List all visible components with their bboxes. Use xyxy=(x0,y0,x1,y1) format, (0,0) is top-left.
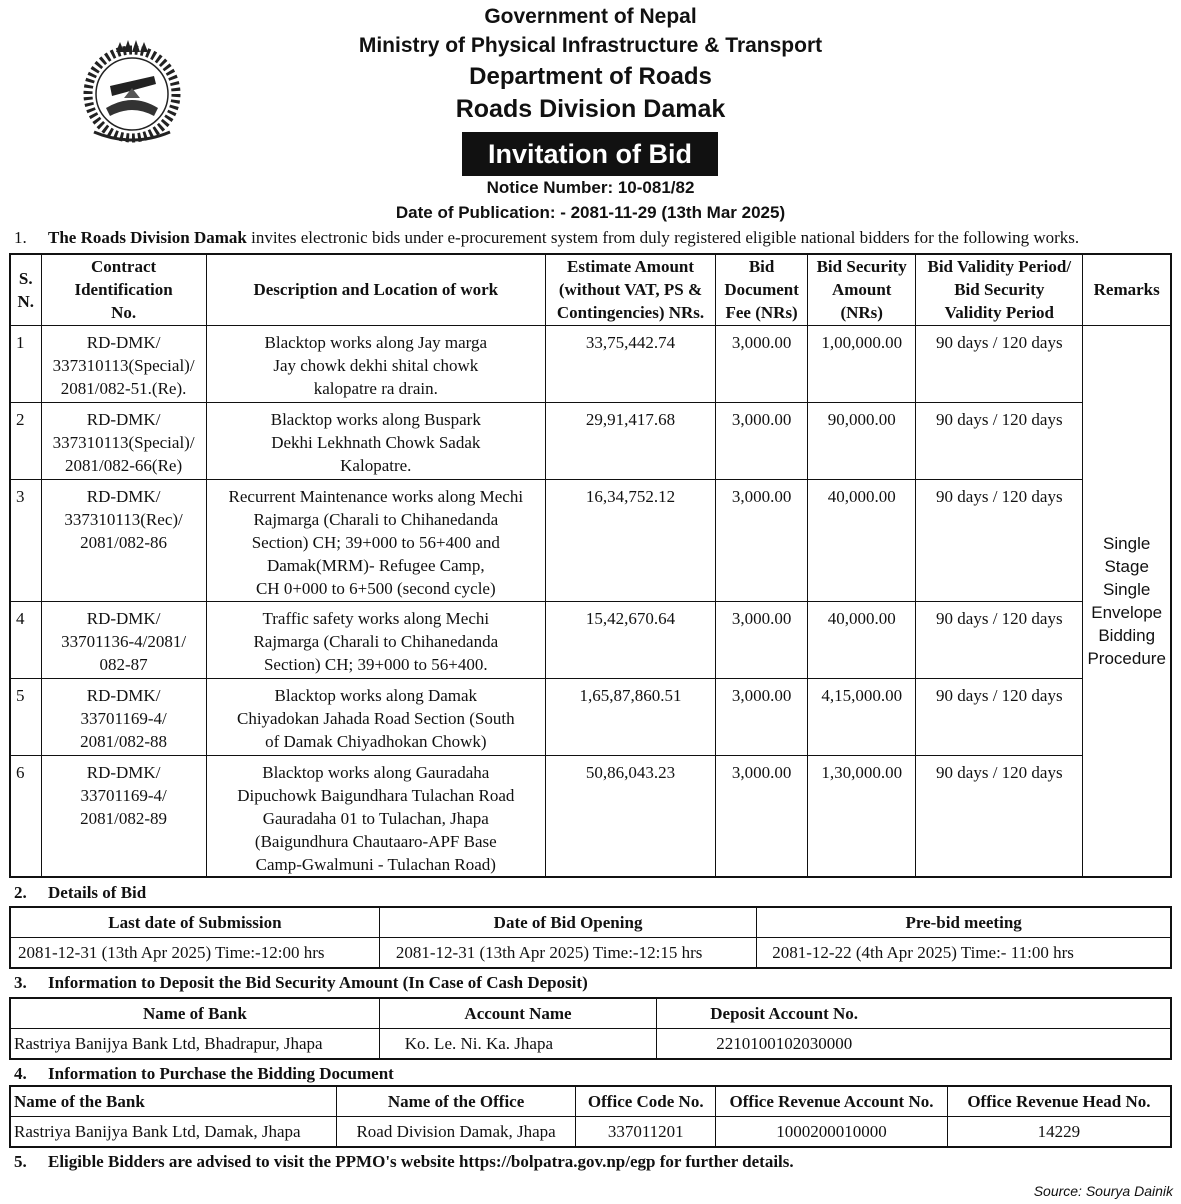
intro-number: 1. xyxy=(14,228,27,247)
row-estimate: 1,65,87,860.51 xyxy=(545,678,715,755)
row-description: Traffic safety works along Mechi Rajmarga (Charali to Chihanedanda Section) CH; 39+000 to 56+400. xyxy=(206,601,545,678)
row-sn: 4 xyxy=(10,601,41,678)
table-row xyxy=(10,678,1171,755)
header-contract: Contract Identification No. xyxy=(41,254,206,325)
header-bank: Name of the Bank xyxy=(10,1086,336,1117)
last-date-value: 2081-12-31 (13th Apr 2025) Time:-12:00 hrs xyxy=(10,938,379,969)
purchase-bank-value: Rastriya Banijya Bank Ltd, Damak, Jhapa xyxy=(10,1117,336,1148)
header-fee: Bid Document Fee (NRs) xyxy=(716,254,808,325)
row-validity: 90 days / 120 days xyxy=(916,601,1083,678)
works-table xyxy=(9,253,1172,878)
row-fee: 3,000.00 xyxy=(716,678,808,755)
row-fee: 3,000.00 xyxy=(716,402,808,479)
division-title: Roads Division Damak xyxy=(455,95,726,123)
government-title: Government of Nepal xyxy=(484,5,697,28)
row-sn: 2 xyxy=(10,402,41,479)
row-description: Recurrent Maintenance works along Mechi Rajmarga (Charali to Chihanedanda Section) CH; 39+000 to 56+400 and Damak(MRM)- Refugee Camp, CH 0+000 to 6+500 (second cycle) xyxy=(206,479,545,601)
purchase-value-row xyxy=(10,1117,1171,1148)
row-fee: 3,000.00 xyxy=(716,601,808,678)
header-bid-opening: Date of Bid Opening xyxy=(379,907,756,938)
table-row xyxy=(10,479,1171,601)
table-row xyxy=(10,601,1171,678)
header-last-date: Last date of Submission xyxy=(10,907,379,938)
row-validity: 90 days / 120 days xyxy=(916,755,1083,877)
row-estimate: 33,75,442.74 xyxy=(545,325,715,402)
purchase-header-row xyxy=(10,1086,1171,1117)
office-name-value: Road Division Damak, Jhapa xyxy=(336,1117,576,1148)
section-4-title: 4. Information to Purchase the Bidding Document xyxy=(14,1064,394,1083)
row-security: 1,00,000.00 xyxy=(808,325,916,402)
header-description: Description and Location of work xyxy=(206,254,545,325)
row-contract: RD-DMK/ 337310113(Special)/ 2081/082-51.(Re). xyxy=(41,325,206,402)
row-security: 4,15,000.00 xyxy=(808,678,916,755)
row-description: Blacktop works along Damak Chiyadokan Jahada Road Section (South of Damak Chiyadhokan Chowk) xyxy=(206,678,545,755)
table-row xyxy=(10,755,1171,877)
row-fee: 3,000.00 xyxy=(716,325,808,402)
department-title: Department of Roads xyxy=(469,63,712,90)
section-5-note: 5. Eligible Bidders are advised to visit the PPMO's website https://bolpatra.gov.np/egp for further details. xyxy=(14,1152,794,1171)
row-estimate: 15,42,670.64 xyxy=(545,601,715,678)
purchase-document-table xyxy=(9,1085,1172,1148)
header-validity: Bid Validity Period/ Bid Security Validity Period xyxy=(916,254,1083,325)
bank-name-value: Rastriya Banijya Bank Ltd, Bhadrapur, Jhapa xyxy=(10,1029,379,1060)
bid-details-header-row xyxy=(10,907,1171,938)
bid-security-header-row xyxy=(10,998,1171,1029)
row-sn: 3 xyxy=(10,479,41,601)
office-code-value: 337011201 xyxy=(576,1117,716,1148)
table-row xyxy=(10,402,1171,479)
row-validity: 90 days / 120 days xyxy=(916,479,1083,601)
invitation-banner: Invitation of Bid xyxy=(462,132,718,176)
prebid-value: 2081-12-22 (4th Apr 2025) Time:- 11:00 hrs xyxy=(757,938,1171,969)
row-sn: 5 xyxy=(10,678,41,755)
header-deposit-account: Deposit Account No. xyxy=(657,998,1171,1029)
row-contract: RD-DMK/ 337310113(Rec)/ 2081/082-86 xyxy=(41,479,206,601)
row-security: 90,000.00 xyxy=(808,402,916,479)
works-header-row xyxy=(10,254,1171,325)
header-bank-name: Name of Bank xyxy=(10,998,379,1029)
notice-number: Notice Number: 10-081/82 xyxy=(486,178,695,197)
row-contract: RD-DMK/ 33701169-4/ 2081/082-89 xyxy=(41,755,206,877)
revenue-account-value: 1000200010000 xyxy=(716,1117,948,1148)
intro-bold: The Roads Division Damak xyxy=(48,228,247,247)
bid-opening-value: 2081-12-31 (13th Apr 2025) Time:-12:15 hrs xyxy=(379,938,756,969)
row-sn: 1 xyxy=(10,325,41,402)
header-revenue-account: Office Revenue Account No. xyxy=(716,1086,948,1117)
bid-security-table xyxy=(9,997,1172,1060)
row-estimate: 16,34,752.12 xyxy=(545,479,715,601)
header-sn: S. N. xyxy=(10,254,41,325)
intro-paragraph xyxy=(14,228,1079,248)
revenue-head-value: 14229 xyxy=(947,1117,1171,1148)
header-account-name: Account Name xyxy=(379,998,656,1029)
section-2-title: 2. Details of Bid xyxy=(14,883,147,902)
header-prebid: Pre-bid meeting xyxy=(757,907,1171,938)
row-contract: RD-DMK/ 33701136-4/2081/ 082-87 xyxy=(41,601,206,678)
source-credit: Source: Sourya Dainik xyxy=(1033,1183,1173,1199)
row-security: 1,30,000.00 xyxy=(808,755,916,877)
bid-details-value-row xyxy=(10,938,1171,969)
row-security: 40,000.00 xyxy=(808,601,916,678)
row-contract: RD-DMK/ 33701169-4/ 2081/082-88 xyxy=(41,678,206,755)
row-fee: 3,000.00 xyxy=(716,755,808,877)
header-estimate: Estimate Amount (without VAT, PS & Contingencies) NRs. xyxy=(545,254,715,325)
row-sn: 6 xyxy=(10,755,41,877)
header-office-code: Office Code No. xyxy=(576,1086,716,1117)
row-fee: 3,000.00 xyxy=(716,479,808,601)
row-estimate: 29,91,417.68 xyxy=(545,402,715,479)
bid-security-value-row xyxy=(10,1029,1171,1060)
remarks-cell: Single Stage Single Envelope Bidding Procedure xyxy=(1083,325,1171,877)
row-description: Blacktop works along Jay marga Jay chowk dekhi shital chowk kalopatre ra drain. xyxy=(206,325,545,402)
account-name-value: Ko. Le. Ni. Ka. Jhapa xyxy=(379,1029,656,1060)
row-contract: RD-DMK/ 337310113(Special)/ 2081/082-66(Re) xyxy=(41,402,206,479)
section-3-title: 3. Information to Deposit the Bid Security Amount (In Case of Cash Deposit) xyxy=(14,973,588,992)
ministry-title: Ministry of Physical Infrastructure & Transport xyxy=(358,34,823,57)
deposit-account-value: 2210100102030000 xyxy=(657,1029,1171,1060)
row-security: 40,000.00 xyxy=(808,479,916,601)
row-estimate: 50,86,043.23 xyxy=(545,755,715,877)
row-validity: 90 days / 120 days xyxy=(916,678,1083,755)
header-remarks: Remarks xyxy=(1083,254,1171,325)
row-validity: 90 days / 120 days xyxy=(916,325,1083,402)
row-description: Blacktop works along Buspark Dekhi Lekhnath Chowk Sadak Kalopatre. xyxy=(206,402,545,479)
header-revenue-head: Office Revenue Head No. xyxy=(947,1086,1171,1117)
bid-details-table xyxy=(9,906,1172,969)
header-office-name: Name of the Office xyxy=(336,1086,576,1117)
row-description: Blacktop works along Gauradaha Dipuchowk Baigundhara Tulachan Road Gauradaha 01 to Tulachan, Jhapa (Baigundhura Chautaaro-APF Base Camp-Gwalmuni - Tulachan Road) xyxy=(206,755,545,877)
intro-text: invites electronic bids under e-procurement system from duly registered eligible national bidders for the following works. xyxy=(246,228,1080,247)
row-validity: 90 days / 120 days xyxy=(916,402,1083,479)
publication-date: Date of Publication: - 2081-11-29 (13th Mar 2025) xyxy=(395,203,786,222)
table-row xyxy=(10,325,1171,402)
header-security: Bid Security Amount (NRs) xyxy=(808,254,916,325)
